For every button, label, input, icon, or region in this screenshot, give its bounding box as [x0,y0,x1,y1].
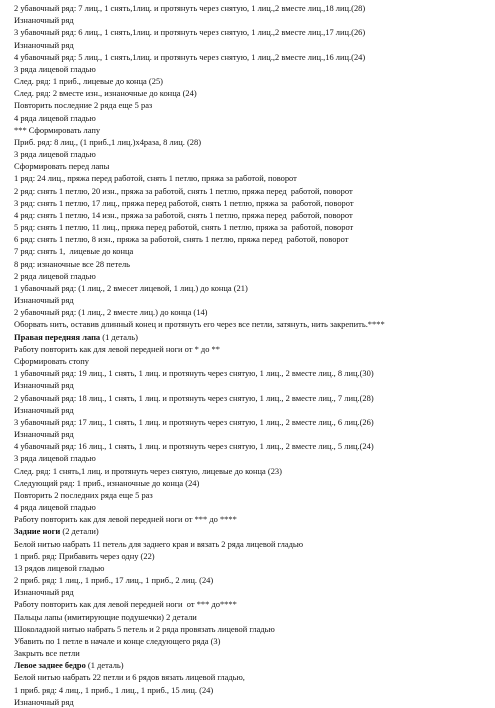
line-text: 4 убавочный ряд: 16 лиц., 1 снять, 1 лиц. и протянуть через снятую, 1 лиц., 2 вместе лиц., 5 лиц.(24) [14,441,374,452]
text-line [14,355,492,367]
line-text: Повторить 2 последних ряда еще 5 раз [14,489,153,500]
text-line [14,562,492,574]
line-text: 2 приб. ряд: 1 лиц., 1 приб., 17 лиц., 1 приб., 2 лиц. (24) [14,575,214,586]
line-text: 2 убавочный ряд: 7 лиц., 1 снять,1лиц. и протянуть через снятую, 1 лиц.,2 вместе лиц.,18 лиц.(28) [14,3,366,13]
text-line [14,550,492,562]
text-line [14,75,492,87]
text-line [14,513,492,525]
text-line [14,465,492,477]
line-text: 1 приб. ряд: 4 лиц., 1 приб., 1 лиц., 1 приб., 15 лиц. (24) [14,684,214,695]
line-text: Убавить по 1 петле в начале и конце следующего ряда (3) [14,635,221,646]
section-heading: Левое заднее бедро [14,660,86,671]
text-line [14,598,492,610]
line-text: 3 ряд: снять 1 петлю, 17 лиц., пряжа перед работой, снять 1 петлю, пряжа за работой, поворот [14,197,354,208]
text-line [14,538,492,550]
line-text: След. ряд: 1 приб., лицевые до конца (25) [14,76,163,87]
line-text: Изнаночный ряд [14,295,74,306]
line-text: 2 ряд: снять 1 петлю, 20 изн., пряжа за работой, снять 1 петлю, пряжа перед работой, поворот [14,185,353,196]
line-text: 7 ряд: снять 1, лицевые до конца [14,246,134,257]
line-text: Закрыть все петли [14,648,80,659]
line-text: Повторить последние 2 ряда еще 5 раз [14,100,153,111]
text-line [14,99,492,111]
text-line [14,489,492,501]
document-page [14,2,492,708]
text-line [14,294,492,306]
text-line [14,501,492,513]
line-text: Изнаночный ряд [14,380,74,391]
text-line [14,160,492,172]
line-text: 4 ряд: снять 1 петлю, 14 изн., пряжа за работой, снять 1 петлю, пряжа перед работой, поворот [14,209,353,220]
text-line [14,647,492,659]
text-line [14,63,492,75]
text-line [14,379,492,391]
line-text: 5 ряд: снять 1 петлю, 11 лиц., пряжа перед работой, снять 1 петлю, пряжа за работой, поворот [14,222,354,233]
line-text: 4 убавочный ряд: 5 лиц., 1 снять,1лиц. и протянуть через снятую, 1 лиц.,2 вместе лиц.,16 лиц.(24) [14,51,366,62]
line-text: 6 ряд: снять 1 петлю, 8 изн., пряжа за работой, снять 1 петлю, пряжа перед работой, поворот [14,234,349,245]
line-text: Изнаночный ряд [14,39,74,50]
text-line [14,574,492,586]
text-line [14,659,492,671]
text-line [14,209,492,221]
text-line [14,623,492,635]
line-text: Сформировать стопу [14,355,90,366]
text-line [14,14,492,26]
text-line [14,51,492,63]
text-line [14,586,492,598]
text-line [14,343,492,355]
heading-note: (1 деталь) [85,660,124,671]
heading-note: (2 детали) [60,526,99,537]
line-text: Изнаночный ряд [14,696,74,707]
line-text: Работу повторить как для левой передней ноги от *** до**** [14,599,237,610]
text-line [14,671,492,683]
line-text: 3 убавочный ряд: 17 лиц., 1 снять, 1 лиц. и протянуть через снятую, 1 лиц., 2 вместе лиц., 6 лиц.(26) [14,416,374,427]
line-text: 8 ряд: изнаночные все 28 петель [14,258,131,269]
text-line [14,452,492,464]
text-line [14,197,492,209]
text-line [14,696,492,708]
text-line [14,245,492,257]
text-line [14,331,492,343]
text-line [14,258,492,270]
text-line [14,392,492,404]
line-text: 3 ряда лицевой гладью [14,149,96,160]
line-text: 2 убавочный ряд: 18 лиц., 1 снять, 1 лиц. и протянуть через снятую, 1 лиц., 2 вместе лиц., 7 лиц.(28) [14,392,374,403]
line-text: 1 ряд: 24 лиц., пряжа перед работой, снять 1 петлю, пряжа за работой, поворот [14,173,297,184]
text-line [14,233,492,245]
text-line [14,416,492,428]
line-text: *** Сформировать лапу [14,124,101,135]
text-line [14,684,492,696]
text-line [14,148,492,160]
line-text: 1 убавочный ряд: 19 лиц., 1 снять, 1 лиц. и протянуть через снятую, 1 лиц., 2 вместе лиц., 8 лиц.(30) [14,368,374,379]
line-text: 2 ряда лицевой гладью [14,270,96,281]
text-line [14,124,492,136]
line-text: Работу повторить как для левой передней ноги от *** до **** [14,514,237,525]
text-line [14,136,492,148]
text-line [14,306,492,318]
line-text: 1 убавочный ряд: (1 лиц., 2 вмесет лицевой, 1 лиц.) до конца (21) [14,282,248,293]
text-line [14,112,492,124]
section-heading: Задние ноги [14,526,61,537]
line-text: Изнаночный ряд [14,587,74,598]
line-text: След. ряд: 1 снять,1 лиц. и протянуть через снятую, лицевые до конца (23) [14,465,282,476]
line-text: Оборвать нить, оставив длинный конец и протянуть его через все петли, затянуть, нить закрепить.**** [14,319,385,330]
line-text: 4 ряда лицевой гладью [14,112,96,123]
section-heading: Правая передняя лапа [14,331,101,342]
line-text: 2 убавочный ряд: (1 лиц., 2 вместе лиц.) до конца (14) [14,307,208,318]
line-text: След. ряд: 2 вместе изн., изнаночные до конца (24) [14,88,197,99]
line-text: Изнаночный ряд [14,15,74,26]
heading-note: (1 деталь) [100,331,138,342]
line-text: Пальцы лапы (имитирующие подушечки) 2 детали [14,611,197,622]
line-text: Следующий ряд: 1 приб., изнаночные до конца (24) [14,477,200,488]
line-text: Белой нитью набрать 11 петель для заднего края и вязать 2 ряда лицевой гладью [14,538,304,549]
text-line [14,428,492,440]
line-text: Шоколадной нитью набрать 5 петель и 2 ряда провязать лицевой гладью [14,623,275,634]
line-text: 13 рядов лицевой гладью [14,562,105,573]
line-text: 3 ряда лицевой гладью [14,63,96,74]
text-line [14,2,492,14]
text-line [14,26,492,38]
text-line [14,185,492,197]
text-line [14,87,492,99]
text-line [14,221,492,233]
text-line [14,270,492,282]
line-text: Приб. ряд: 8 лиц., (1 приб.,1 лиц.)х4раза, 8 лиц. (28) [14,136,202,147]
text-line [14,282,492,294]
line-text: Изнаночный ряд [14,429,74,440]
line-text: 3 ряда лицевой гладью [14,453,96,464]
line-text: Работу повторить как для левой передней ноги от * до ** [14,343,220,354]
text-line [14,477,492,489]
line-text: 3 убавочный ряд: 6 лиц., 1 снять,1лиц. и протянуть через снятую, 1 лиц.,2 вместе лиц.,17 лиц.(26) [14,27,366,38]
text-line [14,635,492,647]
text-line [14,611,492,623]
line-text: Изнаночный ряд [14,404,74,415]
text-line [14,525,492,537]
text-line [14,367,492,379]
text-line [14,440,492,452]
text-line [14,39,492,51]
text-line [14,404,492,416]
line-text: Белой нитью набрать 22 петли и 6 рядов вязать лицевой гладью, [14,672,245,683]
text-line [14,318,492,330]
line-text: 1 приб. ряд: Прибавить через одну (22) [14,550,155,561]
line-text: Сформировать перед лапы [14,161,110,172]
text-line [14,172,492,184]
line-text: 4 ряда лицевой гладью [14,502,96,513]
